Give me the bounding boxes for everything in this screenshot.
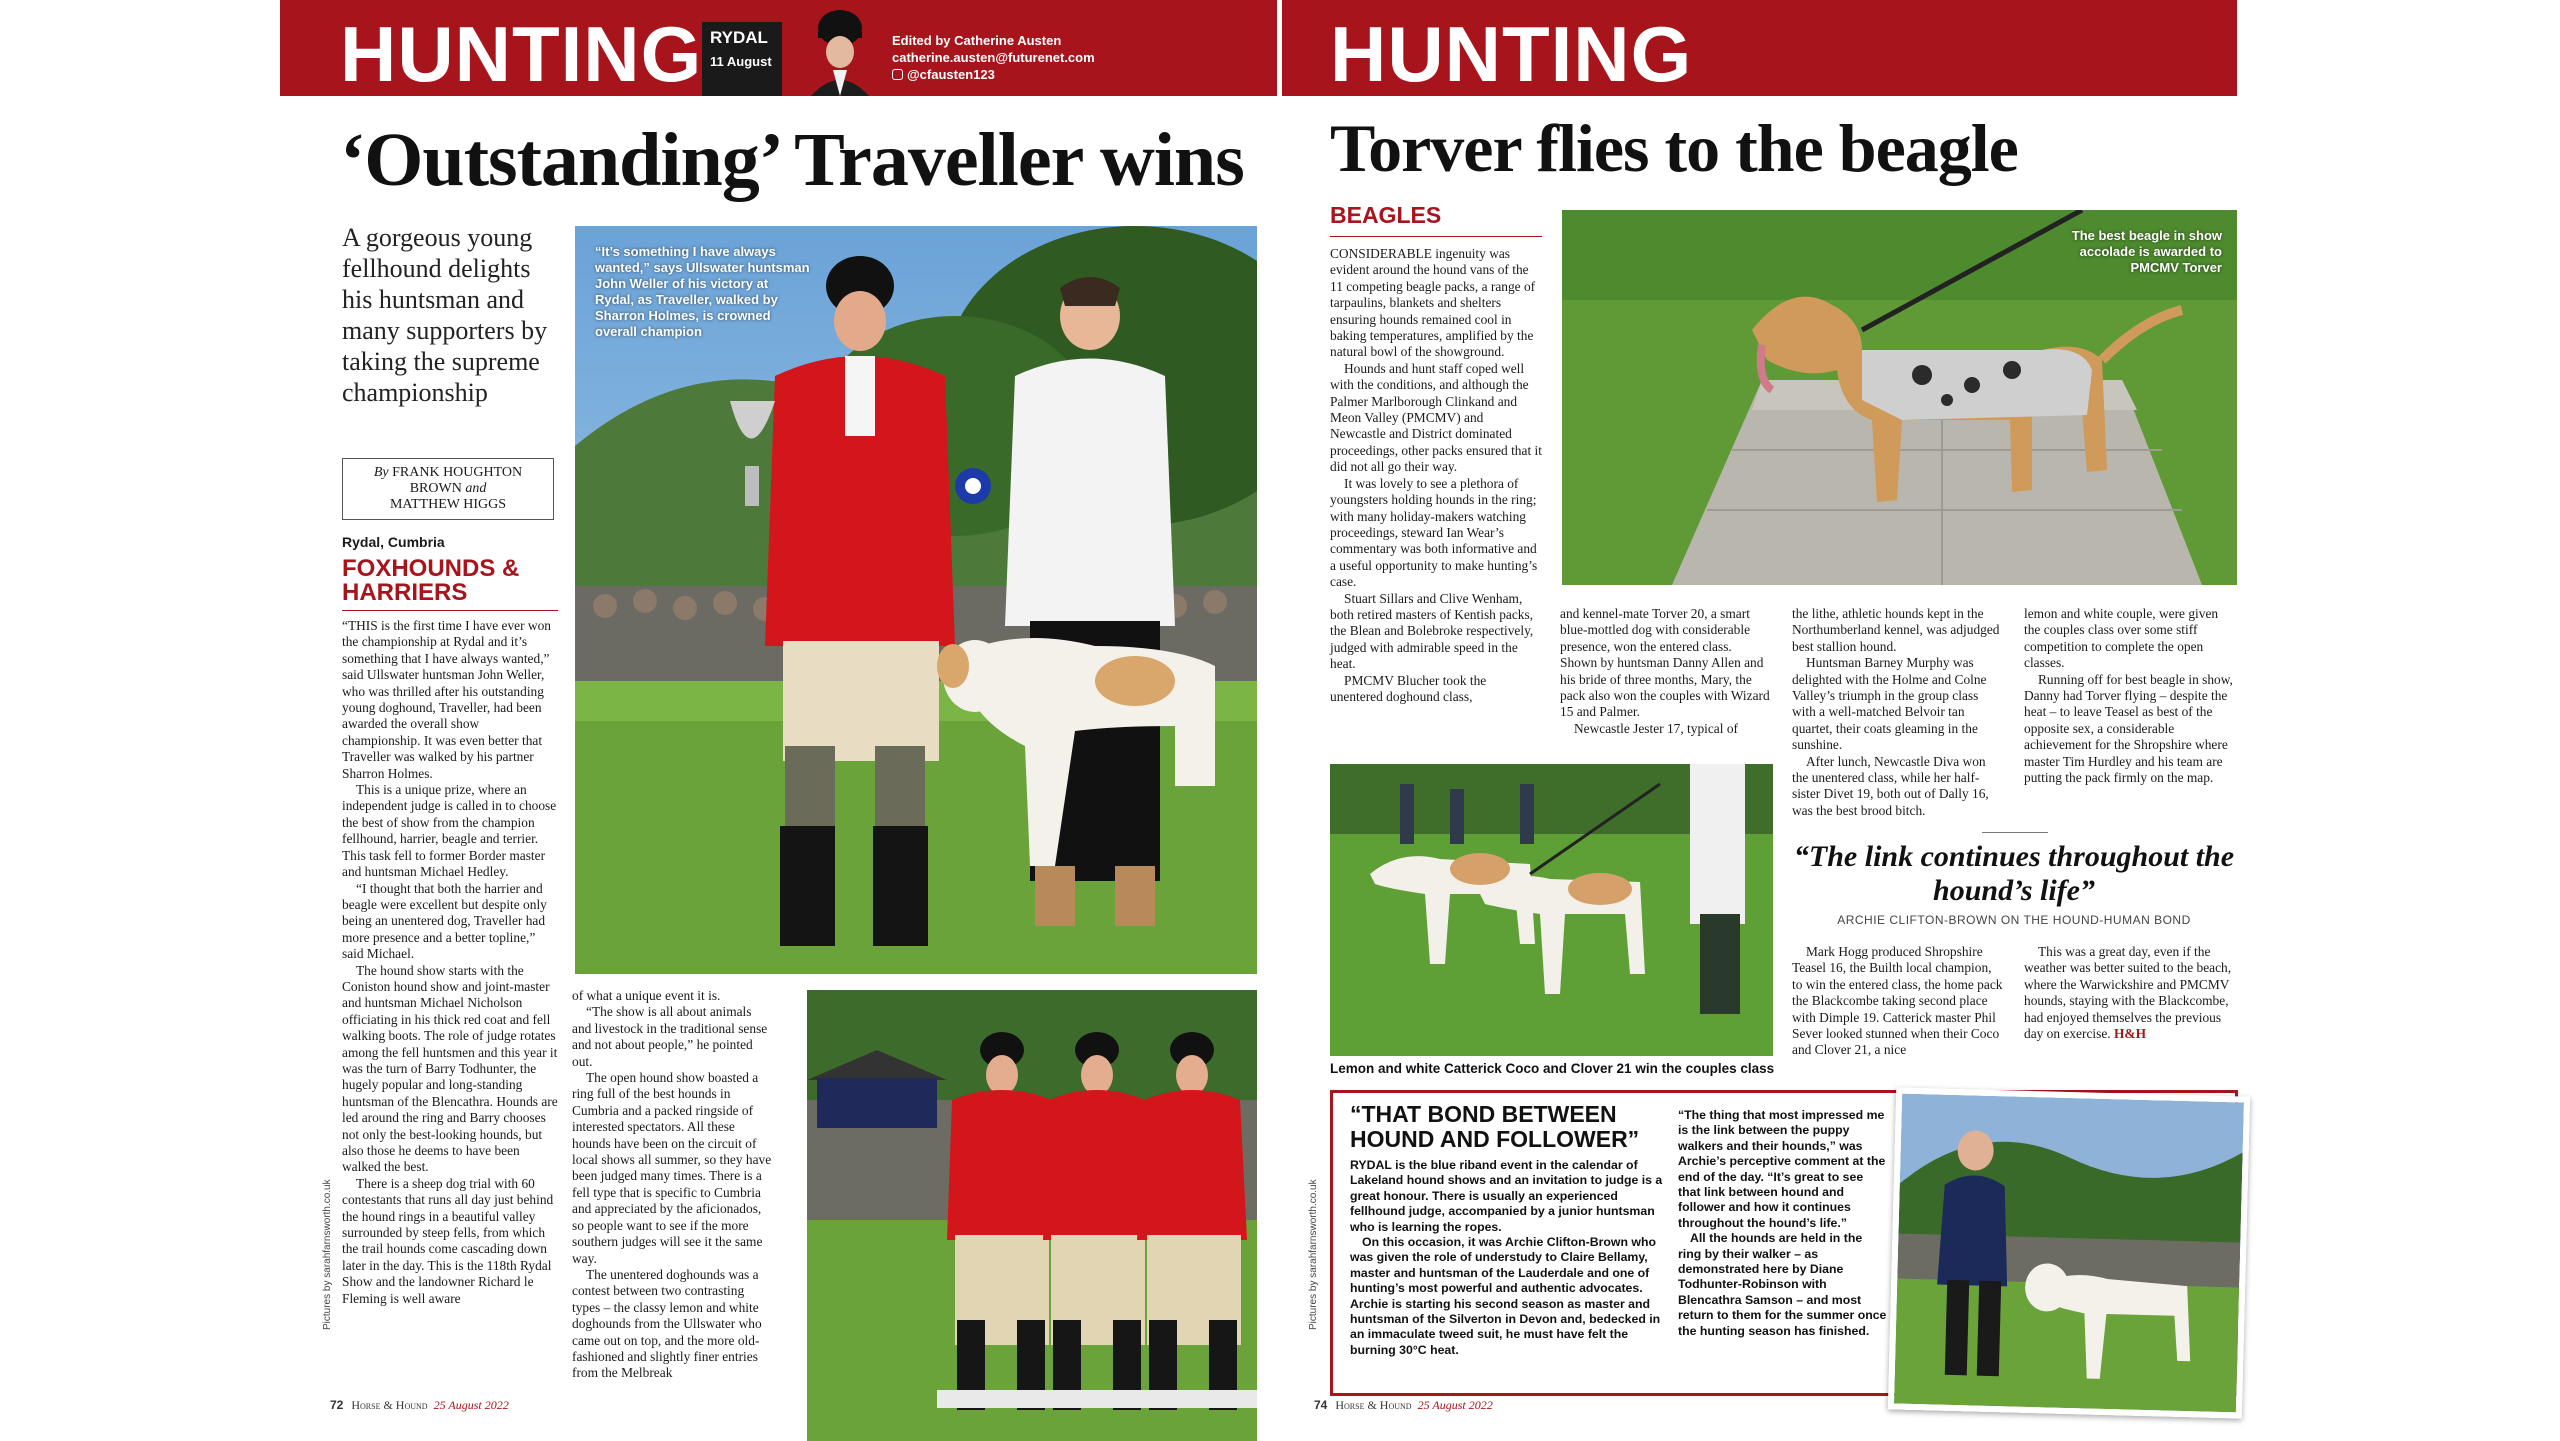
- boxout-photo-image: [1894, 1094, 2244, 1413]
- byline-author-2: MATTHEW HIGGS: [389, 497, 506, 512]
- right-column-3b: Mark Hogg produced Shropshire Teasel 16, the Builth local champion, to win the entered class, the home pack the Blackcombe taking second place with Dimple 19. Catterick master Phil Sever looked stunned when their Coco and Clover 21, a nice: [1792, 944, 2003, 1058]
- right-column-2: and kennel-mate Torver 20, a smart blue-mottled dog with considerable presence, won the entered class. Shown by huntsman Danny Allen and his bride of three months, Mary, the pack also won the couples with Wizard 15 and Palmer. Newcastle Jester 17, typical of: [1560, 606, 1770, 736]
- right-folio: [1314, 1398, 1493, 1413]
- show-name: RYDAL: [710, 28, 768, 47]
- show-date-badge: [702, 22, 782, 96]
- magazine-name: Horse & Hound: [351, 1398, 428, 1412]
- pull-quote-source: ARCHIE CLIFTON-BROWN ON THE HOUND-HUMAN BOND: [1837, 913, 2191, 927]
- byline-and: and: [465, 481, 487, 496]
- magazine-name: Horse & Hound: [1335, 1398, 1412, 1412]
- section-rule: [342, 610, 558, 611]
- champion-photo-caption: “It’s something I have always wanted,” says Ullswater huntsman John Weller of his victory at Rydal, as Traveller, walked by Sharron Holmes, is crowned overall champion: [595, 244, 810, 339]
- page-number: 72: [330, 1398, 344, 1412]
- boxout-photo: [1888, 1087, 2250, 1418]
- editor-email-link[interactable]: catherine.austen@futurenet.com: [892, 50, 1095, 65]
- right-page: [1282, 0, 2237, 1441]
- photo-credit: Pictures by sarahfarnsworth.co.uk: [322, 1179, 333, 1330]
- right-headline: Torver flies to the beagle: [1330, 110, 2018, 186]
- editor-credit: [892, 32, 1095, 83]
- right-column-4: lemon and white couple, were given the couples class over some stiff competition to complete the open classes. Running off for best beagle in show, Danny had Torver flying – despite the heat – to leave Teasel as best of the opposite sex, a considerable achievement for the Shropshire where master Tim Hurdley and his team are putting the pack firmly on the map.: [2024, 606, 2233, 786]
- couples-class-photo: [1330, 764, 1773, 1056]
- instagram-icon: [892, 69, 903, 80]
- left-column-2: of what a unique event it is. “The show is all about animals and livestock in the traditional sense and not about people,” he pointed out. The open hound show boasted a ring full of the best hounds in Cumbria and a packed ringside of interested spectators. All these hounds have been on the circuit of local shows all summer, so they have been judged many times. There is a fell type that is specific to Cumbria and appreciated by the aficionados, so people want to see if the more southern judges will see it the same way. The unentered doghounds was a contest between two contrasting types – the classy lemon and white doghounds from the Ullswater who came out on top, and the more old-fashioned and slightly finer entries from the Melbreak: [572, 988, 772, 1381]
- editor-name: Edited by Catherine Austen: [892, 33, 1062, 48]
- right-column-4b: This was a great day, even if the weather was better suited to the beach, where the Warwickshire and PMCMV hounds, staying with the Blackcombe, had enjoyed themselves the previous day on exercise. H&H: [2024, 944, 2232, 1042]
- right-column-1: CONSIDERABLE ingenuity was evident around the hound vans of the 11 competing beagle packs, a range of tarpaulins, blankets and shelters ensuring hounds remained cool in baking temperatures, amplified by the natural bowl of the showground. Hounds and hunt staff coped well with the conditions, and although the Palmer Marlborough Clinkand and Meon Valley (PMCMV) and Newcastle and District dominated proceedings, other packs ensured that it did not all go their way. It was lovely to see a plethora of youngsters holding hounds in the ring; with many holiday-makers watching proceedings, steward Ian Wear’s commentary was both informative and a useful opportunity to make hunting’s case. Stuart Sillars and Clive Wenham, both retired masters of Kentish packs, the Blean and Bolebroke respectively, judged with admirable speed in the heat. PMCMV Blucher took the unentered doghound class,: [1330, 246, 1542, 704]
- left-page: [280, 0, 1277, 1441]
- show-date: 11 August: [710, 54, 772, 69]
- huntsmen-photo-image: [807, 990, 1257, 1441]
- section-heading-beagles: BEAGLES: [1330, 202, 1442, 228]
- standfirst: A gorgeous young fellhound delights his huntsman and many supporters by taking the supreme championship: [342, 223, 548, 407]
- section-rule: [1330, 236, 1542, 237]
- issue-date: 25 August 2022: [433, 1398, 509, 1412]
- huntsmen-photo: [807, 990, 1257, 1441]
- section-heading-foxhounds: FOXHOUNDS & HARRIERS: [342, 555, 520, 606]
- editor-avatar: [805, 4, 875, 96]
- pull-quote-rule: [1982, 832, 2048, 833]
- couples-class-image: [1330, 764, 1773, 1056]
- byline-author-1: FRANK HOUGHTON BROWN: [392, 465, 523, 496]
- left-folio: [330, 1398, 509, 1413]
- boxout-title: “THAT BOND BETWEEN HOUND AND FOLLOWER”: [1350, 1101, 1640, 1152]
- photo-credit: Pictures by sarahfarnsworth.co.uk: [1308, 1179, 1319, 1330]
- left-column-1: “THIS is the first time I have ever won the championship at Rydal and it’s something that I have always wanted,” said Ullswater huntsman John Weller, who was thrilled after his outstanding young doghound, Traveller, had been awarded the overall show championship. It was even better that Traveller was walked by his partner Sharron Holmes. This is a unique prize, where an independent judge is called in to choose the best of show from the champion fellhound, harrier, beagle and terrier. This task fell to former Border master and huntsman Michael Hedley. “I thought that both the harrier and beagle were excellent but despite only being an unentered dog, Traveller had more presence and a better topline,” said Michael. The hound show starts with the Coniston hound show and joint-master and huntsman Michael Nicholson officiating in his thick red coat and fell walking boots. The role of judge rotates among the fell huntsmen and this year it was the turn of Barry Todhunter, the hugely popular and long-standing huntsman of the Blencathra. Hounds are led around the ring and Barry chooses not only the best-looking hounds, but also those he deems to have been walked the best. There is a sheep dog trial with 60 contestants that runs all day just behind the hound rings in a beautiful valley surrounded by steep fells, from which the trail hounds come cascading down later in the day. This is the 118th Rydal Show and the landowner Richard le Fleming is well aware: [342, 618, 558, 1306]
- pull-quote: “The link continues throughout the hound’s life”: [1793, 840, 2235, 907]
- couples-class-caption: Lemon and white Catterick Coco and Clover 21 win the couples class: [1330, 1061, 1775, 1076]
- editor-social: [892, 66, 1095, 83]
- boxout-column-1: RYDAL is the blue riband event in the calendar of Lakeland hound shows and an invitation to judge is a great honour. There is usually an experienced fellhound judge, accompanied by a junior huntsman who is learning the ropes. On this occasion, it was Archie Clifton-Brown who was given the role of understudy to Claire Bellamy, master and huntsman of the Lauderdale and one of hunting’s most powerful and authentic advocates. Archie is starting his second season as master and huntsman of the Silverton in Devon and, bedecked in an immaculate tweed suit, he must have felt the burning 30°C heat.: [1350, 1158, 1663, 1357]
- section-title: HUNTING: [340, 10, 703, 98]
- boxout-column-2: “The thing that most impressed me is the link between the puppy walkers and their hounds,” was Archie’s perceptive comment at the end of the day. “It’s great to see that link between hound and follower and how it continues throughout the hound’s life.” All the hounds are held in the ring by their walker – as demonstrated here by Diane Todhunter-Robinson with Blencathra Samson – and most return to them for the summer once the hunting season has finished.: [1678, 1108, 1887, 1338]
- page-number: 74: [1314, 1398, 1328, 1412]
- issue-date: 25 August 2022: [1417, 1398, 1493, 1412]
- byline-by: By: [373, 465, 389, 480]
- right-column-3: the lithe, athletic hounds kept in the Northumberland kennel, was adjudged best stallion hound. Huntsman Barney Murphy was delighted with the Holme and Colne Valley’s triumph in the group class with a well-matched Belvoir tan quartet, their coats gleaming in the sunshine. After lunch, Newcastle Diva won the unentered class, while her half-sister Divet 19, both out of Dally 16, was the best brood bitch.: [1792, 606, 2000, 818]
- editor-social-handle[interactable]: @cfausten123: [907, 67, 995, 82]
- section-title: HUNTING: [1330, 10, 1693, 98]
- byline: [342, 458, 554, 520]
- left-headline: ‘Outstanding’ Traveller wins: [340, 118, 1244, 202]
- sign-off: H&H: [2114, 1026, 2146, 1042]
- dateline: Rydal, Cumbria: [342, 534, 445, 550]
- best-beagle-caption: The best beagle in show accolade is awarded to PMCMV Torver: [2071, 228, 2222, 275]
